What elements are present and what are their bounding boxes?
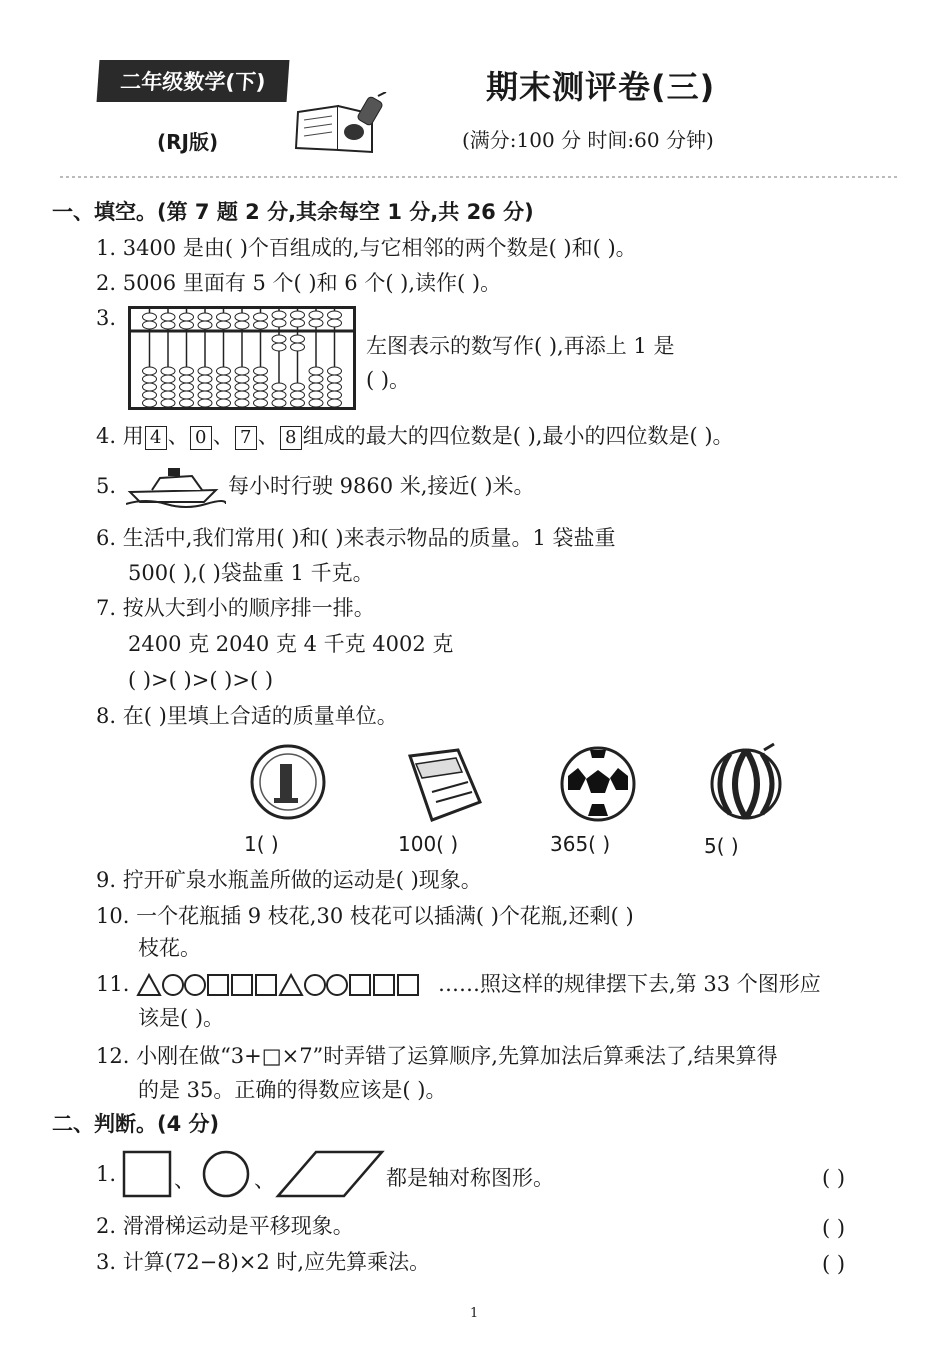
watermelon-icon: [706, 742, 786, 822]
header-divider: [60, 176, 900, 178]
question-8-line1: 8. 在( )里填上合适的质量单位。: [96, 704, 398, 728]
question-1: 1. 3400 是由( )个百组成的,与它相邻的两个数是( )和( )。: [96, 236, 637, 260]
question-4: 4. 用 4 、 0 、 7 、 8 组成的最大的四位数是( ),最小的四位数是( )。: [96, 424, 734, 448]
judge-1-label: 1.: [96, 1162, 117, 1186]
question-12-line2: 的是 35。正确的得数应该是( )。: [138, 1078, 447, 1102]
exam-title: 期末测评卷(三): [486, 68, 716, 106]
coin-icon: [248, 742, 328, 822]
digit-card: 0: [190, 426, 212, 450]
question-12-line1: 12. 小刚在做“3+□×7”时弄错了运算顺序,先算加法后算乘法了,结果算得: [96, 1044, 778, 1068]
page-number: 1: [470, 1306, 479, 1321]
question-7-values: 2400 克 2040 克 4 千克 4002 克: [128, 632, 454, 656]
question-3-line2: ( )。: [366, 368, 411, 392]
question-3-label: 3.: [96, 306, 117, 330]
answer-paren[interactable]: ( ): [822, 1252, 846, 1276]
judge-3: 3. 计算(72−8)×2 时,应先算乘法。: [96, 1250, 431, 1274]
digit-card: 8: [280, 426, 302, 450]
question-9: 9. 拧开矿泉水瓶盖所做的运动是( )现象。: [96, 868, 482, 892]
soccer-ball-icon: [558, 744, 638, 824]
question-6-line2: 500( ),( )袋盐重 1 千克。: [128, 561, 374, 585]
boat-icon: [126, 462, 226, 508]
question-7-blanks: ( )>( )>( )>( ): [128, 668, 274, 692]
book-illustration: [292, 92, 392, 154]
question-3-line1: 左图表示的数写作( ),再添上 1 是: [366, 334, 675, 358]
judge-1: 都是轴对称图形。: [386, 1166, 554, 1190]
watermelon-caption: 5( ): [704, 834, 739, 858]
question-4-suffix: 组成的最大的四位数是( ),最小的四位数是( )。: [302, 424, 734, 448]
abacus-beads: [131, 309, 353, 407]
question-2: 2. 5006 里面有 5 个( )和 6 个( ),读作( )。: [96, 271, 502, 295]
digit-card: 7: [235, 426, 257, 450]
answer-paren[interactable]: ( ): [822, 1166, 846, 1190]
question-5-label: 5.: [96, 474, 117, 498]
judge-1-shapes: [120, 1148, 386, 1202]
question-4-prefix: 4. 用: [96, 424, 144, 448]
question-11: ……照这样的规律摆下去,第 33 个图形应: [438, 972, 821, 996]
judge-1-sep-b: 、: [254, 1168, 275, 1192]
ball-caption: 365( ): [550, 832, 611, 856]
judge-1-sep-a: 、: [174, 1168, 195, 1192]
judge-2: 2. 滑滑梯运动是平移现象。: [96, 1214, 354, 1238]
section1-title: 一、填空。(第 7 题 2 分,其余每空 1 分,共 26 分): [52, 200, 534, 224]
question-7-line1: 7. 按从大到小的顺序排一排。: [96, 596, 375, 620]
shape-pattern: [136, 972, 438, 998]
question-10-line1: 10. 一个花瓶插 9 枝花,30 枝花可以插满( )个花瓶,还剩( ): [96, 904, 634, 928]
question-11-line2: 该是( )。: [138, 1006, 225, 1030]
grade-badge: 二年级数学(下): [97, 60, 290, 102]
noodle-caption: 100( ): [398, 832, 459, 856]
abacus-figure: [128, 306, 356, 410]
question-5: 每小时行驶 9860 米,接近( )米。: [228, 474, 535, 498]
question-10-line2: 枝花。: [138, 936, 201, 960]
question-6-line1: 6. 生活中,我们常用( )和( )来表示物品的质量。1 袋盐重: [96, 526, 616, 550]
coin-caption: 1( ): [244, 832, 279, 856]
question-11-label: 11.: [96, 972, 130, 996]
digit-card: 4: [145, 426, 167, 450]
edition-label: (RJ版): [157, 130, 219, 154]
section2-title: 二、判断。(4 分): [52, 1112, 220, 1136]
score-time: (满分:100 分 时间:60 分钟): [462, 128, 714, 152]
answer-paren[interactable]: ( ): [822, 1216, 846, 1240]
noodle-pack-icon: [402, 742, 486, 826]
